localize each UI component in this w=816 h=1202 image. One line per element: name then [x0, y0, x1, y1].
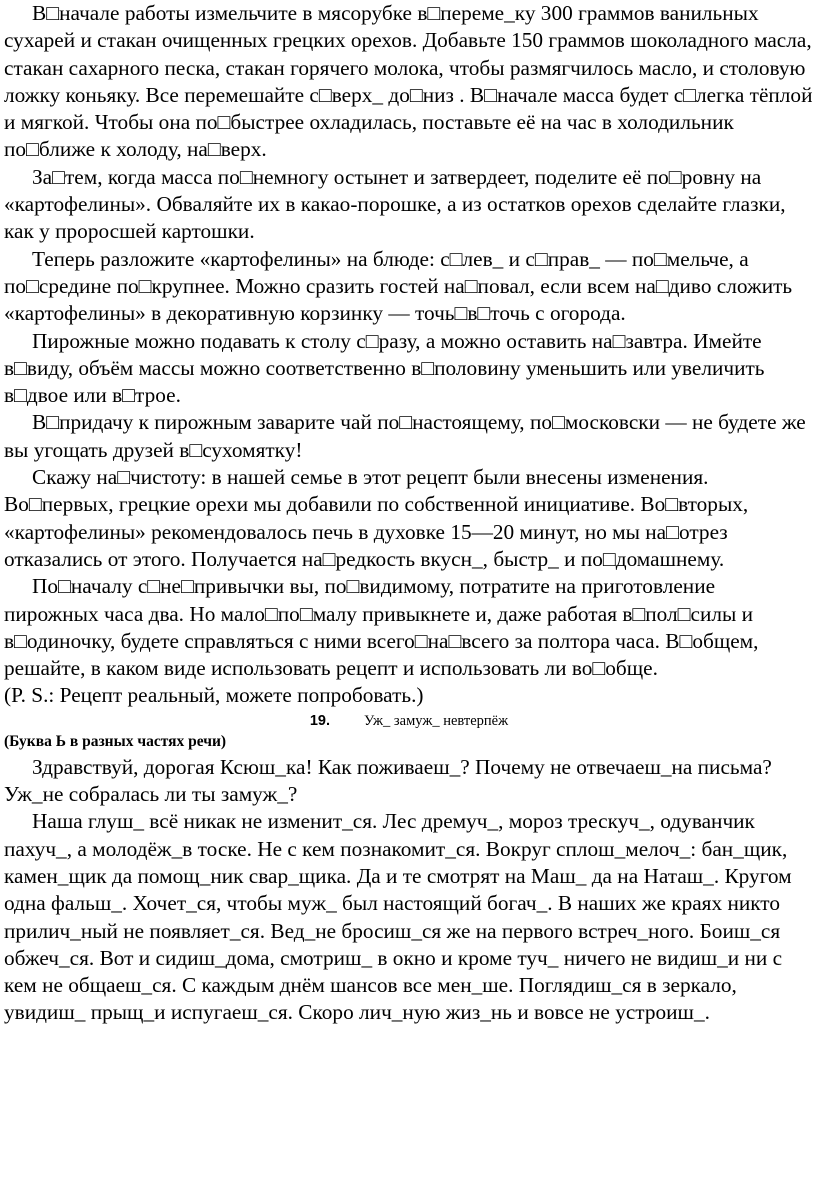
paragraph: В□придачу к пирожным заварите чай по□настоящему, по□московски — не будете же вы угощать друзей в□сухомятку! — [4, 410, 806, 462]
paragraph: Теперь разложите «картофелины» на блюде: с□лев_ и с□прав_ — по□мельче, а по□средине по□крупнее. Можно сразить гостей на□повал, если всем на□диво сложить «картофелины» в декоративную корзинку — точь□в□точь с огорода. — [4, 246, 793, 326]
exercise-title: Уж_ замуж_ невтерпёж — [364, 712, 509, 729]
exercise-number: 19. — [309, 712, 331, 729]
letter-text — [4, 754, 814, 1027]
paragraph: Здравствуй, дорогая Ксюш_ка! Как поживаеш_? Почему не отвечаеш_на письма? Уж_не собралась ли ты замуж_? — [4, 754, 772, 807]
paragraph: Пирожные можно подавать к столу с□разу, а можно оставить на□завтра. Имейте в□виду, объём массы можно соответственно в□половину уменьшить или увеличить в□двое или в□трое. — [4, 328, 765, 408]
paragraph: Наша глуш_ всё никак не изменит_ся. Лес дремуч_, мороз трескуч_, одуванчик пахуч_, а молодёж_в тоске. Не с кем познакомит_ся. Вокруг сплош_мелоч_: бан_щик, камен_щик да помощ_ник свар_щика. Да и те смотрят на Маш_ да на Наташ_. Кругом одна фальш_. Хочет_ся, чтобы муж_ был настоящий богач_. В наших же краях никто прилич_ный не появляет_ся. Вед_не бросиш_ся же на первого встреч_ного. Боиш_ся обжеч_ся. Вот и сидиш_дома, смотриш_ в окно и кроме туч_ ничего не видиш_и ни с кем не общаеш_ся. С каждым днём шансов все мен_ше. Поглядиш_ся в зеркало, увидиш_ прыщ_и испугаеш_ся. Скоро лич_ную жиз_нь и вовсе не устроиш_. — [4, 809, 792, 1025]
recipe-text — [4, 0, 814, 710]
paragraph: За□тем, когда масса по□немногу остынет и затвердеет, поделите её по□ровну на «картофелины». Обваляйте их в какао-порошке, а из остатков орехов сделайте глазки, как у проросшей картошки. — [4, 164, 786, 244]
paragraph: Скажу на□чистоту: в нашей семье в этот рецепт были внесены изменения. Во□первых, грецкие орехи мы добавили по собственной инициативе. Во□вторых, «картофелины» рекомендовалось печь в духовке 15—20 минут, но мы на□отрез отказались от этого. Получается на□редкость вкусн_, быстр_ и по□домашнему. — [4, 465, 749, 571]
exercise-heading — [4, 711, 814, 731]
exercise-subtitle: (Буква Ь в разных частях речи) — [4, 732, 227, 750]
paragraph: По□началу с□не□привычки вы, по□видимому, потратите на приготовление пирожных часа два. Но мало□по□малу привыкнете и, даже работая в□пол□силы и в□одиночку, будете справляться с ними всего□на□всего за полтора часа. В□общем, решайте, в каком виде использовать рецепт и использовать ли во□обще. — [4, 574, 759, 681]
postscript: (P. S.: Рецепт реальный, можете попробовать.) — [4, 683, 424, 708]
paragraph: В□начале работы измельчите в мясорубке в□переме_ку 300 граммов ванильных сухарей и стакан очищенных грецких орехов. Добавьте 150 граммов шоколадного масла, стакан сахарного песка, стакан горячего молока, чтобы размягчилось масло, и столовую ложку коньяку. Все перемешайте с□верх_ до□низ . В□начале масса будет с□легка тёплой и мягкой. Чтобы она по□быстрее охладилась, поставьте её на час в холодильник по□ближе к холоду, на□верх. — [4, 1, 813, 162]
